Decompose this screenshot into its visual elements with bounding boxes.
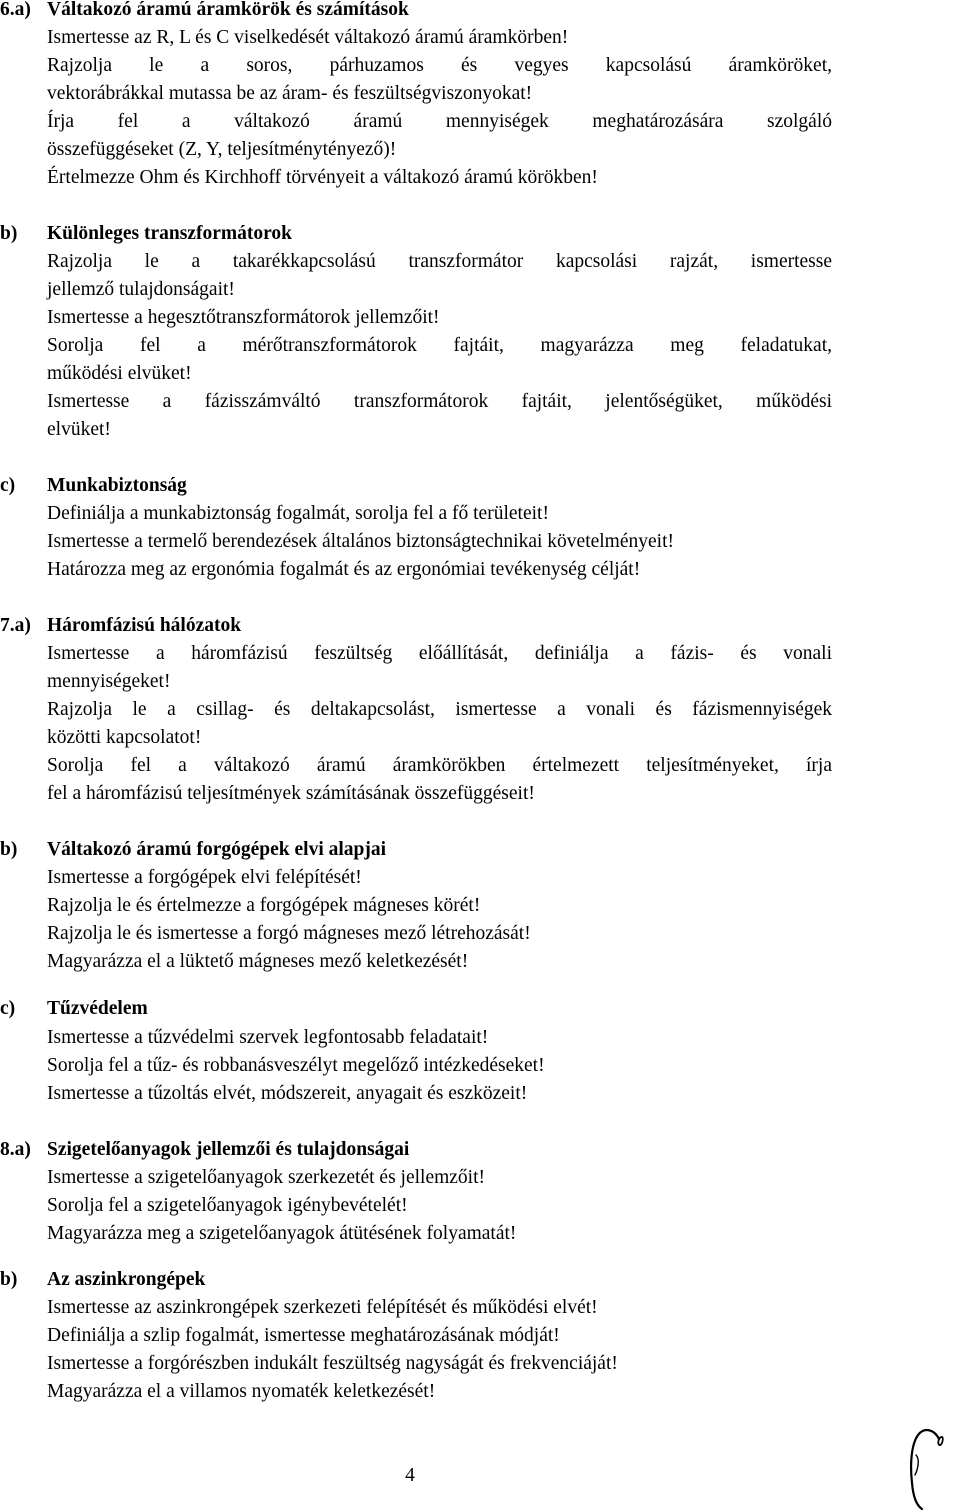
heading-title: Háromfázisú hálózatok [47,615,242,636]
text-line: Ismertesse a termelő berendezések általános biztonságtechnikai követelményeit! [47,531,674,552]
text-line: Magyarázza el a villamos nyomaték keletkezését! [47,1381,436,1402]
heading-number: b) [0,839,18,860]
text-line: Ismertesse a forgórészben indukált feszültség nagyságát és frekvenciáját! [47,1353,618,1374]
heading-title: Munkabiztonság [47,475,187,496]
heading-number: c) [0,475,16,496]
heading-7b [0,836,386,864]
heading-number: b) [0,1269,18,1290]
text-line: Ismertesse a tűzoltás elvét, módszereit, anyagait és eszközeit! [47,1083,528,1104]
text-line: Határozza meg az ergonómia fogalmát és az ergonómiai tevékenység célját! [47,559,641,580]
text-line: Definiálja a munkabiztonság fogalmát, sorolja fel a fő területeit! [47,503,549,524]
text-line: Rajzolja le a csillag- és deltakapcsolást, ismertesse a vonali és fázismennyiségek [47,699,832,720]
heading-title: Különleges transzformátorok [47,223,292,244]
heading-number: 7.a) [0,615,31,636]
heading-8a [0,1136,409,1164]
text-line: jellemző tulajdonságait! [47,279,235,300]
text-line: Ismertesse az aszinkrongépek szerkezeti felépítését és működési elvét! [47,1297,598,1318]
text-line: Írja fel a váltakozó áramú mennyiségek meghatározására szolgáló [47,111,832,132]
text-line: Rajzolja le és értelmezze a forgógépek mágneses körét! [47,895,481,916]
text-line: Definiálja a szlip fogalmát, ismertesse meghatározásának módját! [47,1325,560,1346]
heading-number: b) [0,223,18,244]
text-line: elvüket! [47,419,111,440]
text-line: Ismertesse az R, L és C viselkedését váltakozó áramú áramkörben! [47,27,569,48]
heading-title: Tűzvédelem [47,998,148,1019]
heading-number: c) [0,998,16,1019]
heading-title: Az aszinkrongépek [47,1269,206,1290]
heading-8b [0,1266,205,1294]
text-line: Ismertesse a forgógépek elvi felépítését! [47,867,362,888]
text-line: fel a háromfázisú teljesítmények számításának összefüggéseit! [47,783,535,804]
text-line: Ismertesse a fázisszámváltó transzformátorok fajtáit, jelentőségüket, működési [47,391,832,412]
text-line: Sorolja fel a váltakozó áramú áramkörökben értelmezett teljesítményeket, írja [47,755,832,776]
text-line: közötti kapcsolatot! [47,727,202,748]
text-line: vektorábrákkal mutassa be az áram- és feszültségviszonyokat! [47,83,533,104]
heading-7c [0,995,148,1023]
heading-6a [0,0,409,24]
page-number: 4 [405,1465,415,1486]
text-line: Magyarázza meg a szigetelőanyagok átütésének folyamatát! [47,1223,517,1244]
text-line: Rajzolja le a takarékkapcsolású transzformátor kapcsolási rajzát, ismertesse [47,251,832,272]
handwritten-signature-icon [906,1425,946,1510]
text-line: Ismertesse a hegesztőtranszformátorok jellemzőit! [47,307,440,328]
heading-title: Váltakozó áramú áramkörök és számítások [47,0,409,20]
heading-title: Váltakozó áramú forgógépek elvi alapjai [47,839,387,860]
heading-7a [0,612,241,640]
heading-number: 6.a) [0,0,31,20]
text-line: Értelmezze Ohm és Kirchhoff törvényeit a váltakozó áramú körökben! [47,167,598,188]
text-line: Sorolja fel a szigetelőanyagok igénybevételét! [47,1195,408,1216]
text-line: mennyiségeket! [47,671,171,692]
heading-number: 8.a) [0,1139,31,1160]
text-line: Sorolja fel a mérőtranszformátorok fajtáit, magyarázza meg feladatukat, [47,335,832,356]
text-line: összefüggéseket (Z, Y, teljesítménytényező)! [47,139,397,160]
text-line: Sorolja fel a tűz- és robbanásveszélyt megelőző intézkedéseket! [47,1055,545,1076]
text-line: Ismertesse a háromfázisú feszültség előállítását, definiálja a fázis- és vonali [47,643,832,664]
text-line: Ismertesse a szigetelőanyagok szerkezetét és jellemzőit! [47,1167,486,1188]
text-line: Magyarázza el a lüktető mágneses mező keletkezését! [47,951,469,972]
heading-6b [0,220,292,248]
text-line: Ismertesse a tűzvédelmi szervek legfontosabb feladatait! [47,1027,489,1048]
text-line: működési elvüket! [47,363,192,384]
text-line: Rajzolja le és ismertesse a forgó mágneses mező létrehozását! [47,923,531,944]
heading-title: Szigetelőanyagok jellemzői és tulajdonságai [47,1139,410,1160]
text-line: Rajzolja le a soros, párhuzamos és vegyes kapcsolású áramköröket, [47,55,832,76]
heading-6c [0,472,187,500]
